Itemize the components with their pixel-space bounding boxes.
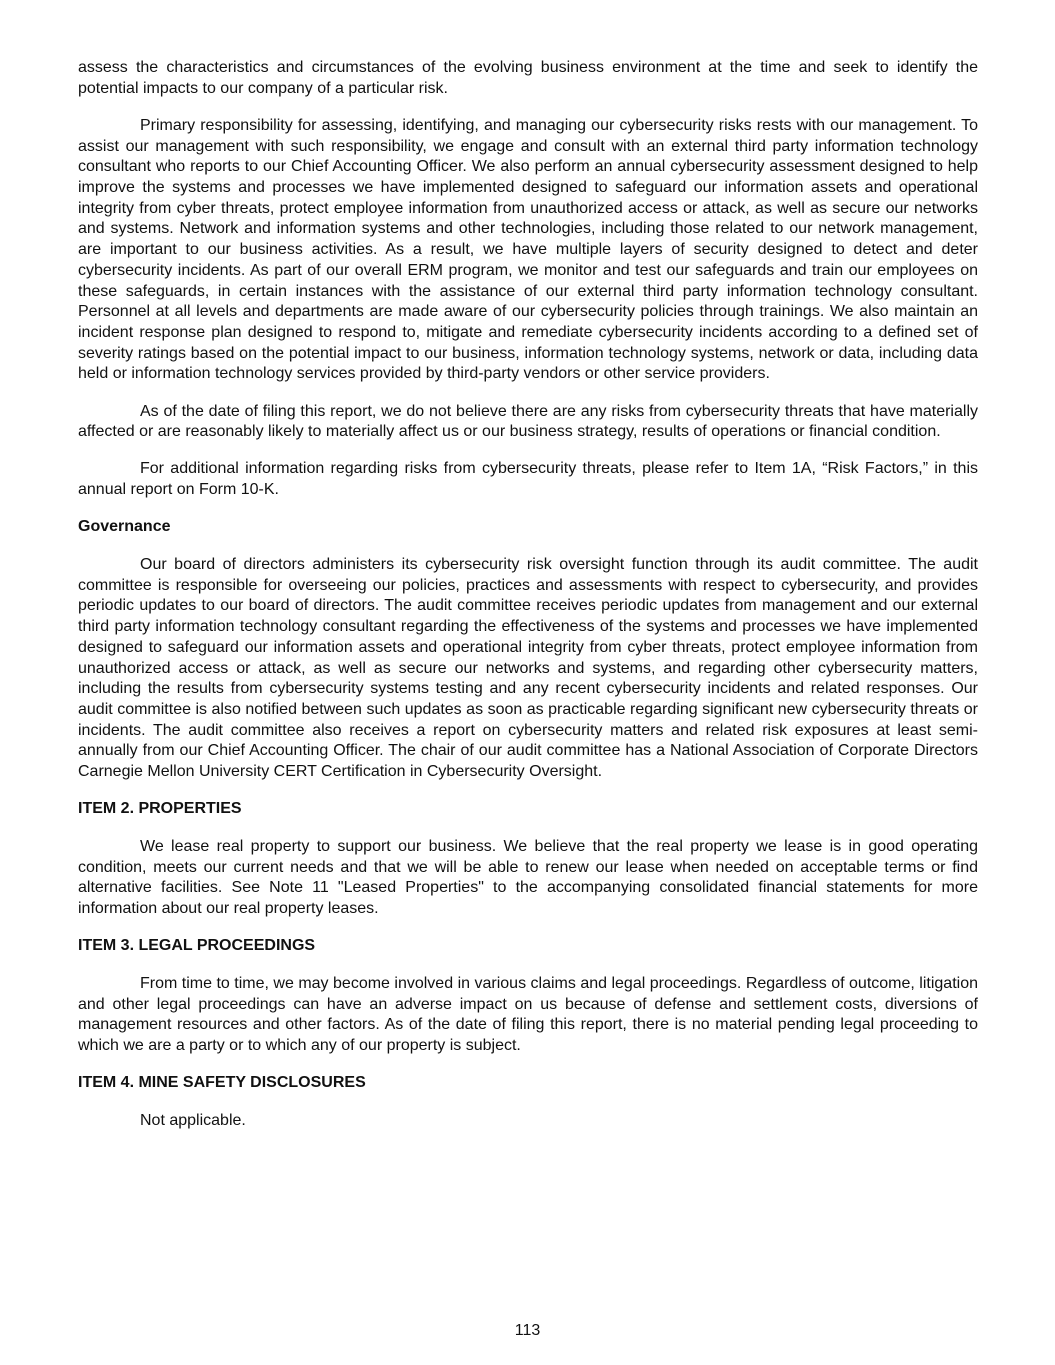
heading-governance: Governance xyxy=(78,518,171,536)
heading-item-2-properties: ITEM 2. PROPERTIES xyxy=(78,800,242,818)
paragraph-risk-impacts: assess the characteristics and circumstances of the evolving business environment at the time and seek to identify the potential impacts to our company of a particular risk. xyxy=(78,59,978,97)
page-number: 113 xyxy=(514,1322,541,1339)
document-page xyxy=(78,58,978,1148)
paragraph-mine-safety: Not applicable. xyxy=(140,1112,246,1130)
paragraph-additional-info: For additional information regarding risks from cybersecurity threats, please refer to Item 1A, “Risk Factors,” in this annual report on Form 10-K. xyxy=(78,460,978,499)
paragraph-governance: Our board of directors administers its cybersecurity risk oversight function through its audit committee. The audit committee is responsible for overseeing our policies, practices and assessments with respect to cybersecurity, and provides periodic updates to our board of directors. The audit committee receives periodic updates from management and our external third party information technology consultant regarding the effectiveness of the systems and processes we have implemented designed to safeguard our information assets and operational integrity from cyber threats, protect employee information from unauthorized access or attack, as well as secure our networks and systems, and regarding other cybersecurity matters, including the results from cybersecurity systems testing and any recent cybersecurity incidents and related responses. Our audit committee is also notified between such updates as soon as practicable regarding significant new cybersecurity threats or incidents. The audit committee also receives a report on cybersecurity matters and related risk exposures at least semi-annually from our Chief Accounting Officer. The chair of our audit committee has a National Association of Corporate Directors Carnegie Mellon University CERT Certification in Cybersecurity Oversight. xyxy=(78,556,978,781)
paragraph-properties: We lease real property to support our business. We believe that the real property we lease is in good operating condition, meets our current needs and that we will be able to renew our lease when needed on acceptable terms or find alternative facilities. See Note 11 "Leased Properties" to the accompanying consolidated financial statements for more information about our real property leases. xyxy=(78,838,978,918)
heading-item-4-mine-safety: ITEM 4. MINE SAFETY DISCLOSURES xyxy=(78,1074,366,1092)
heading-item-3-legal-proceedings: ITEM 3. LEGAL PROCEEDINGS xyxy=(78,937,316,955)
paragraph-responsibility: Primary responsibility for assessing, identifying, and managing our cybersecurity risks rests with our management. To assist our management with such responsibility, we engage and consult with an external third party information technology consultant who reports to our Chief Accounting Officer. We also perform an annual cybersecurity assessment designed to help improve the systems and processes we have implemented designed to safeguard our information assets and operational integrity from cyber threats, protect employee information from unauthorized access or attack, as well as secure our networks and systems. Network and information systems and other technologies, including those related to our network management, are important to our business activities. As a result, we have multiple layers of security designed to detect and deter cybersecurity incidents. As part of our overall ERM program, we monitor and test our safeguards and train our employees on these safeguards, in certain instances with the assistance of our external third party information technology consultant. Personnel at all levels and departments are made aware of our cybersecurity policies through trainings. We also maintain an incident response plan designed to respond to, mitigate and remediate cybersecurity incidents according to a defined set of severity ratings based on the potential impact to our business, information technology systems, network or data, including data held or information technology services provided by third-party vendors or other service providers. xyxy=(78,116,978,383)
paragraph-legal-proceedings: From time to time, we may become involved in various claims and legal proceedings. Regardless of outcome, litigation and other legal proceedings can have an adverse impact on us because of defense and settlement costs, diversions of management resources and other factors. As of the date of filing this report, there is no material pending legal proceeding to which we are a party or to which any of our property is subject. xyxy=(78,975,978,1055)
paragraph-no-material-risks: As of the date of filing this report, we do not believe there are any risks from cybersecurity threats that have materially affected or are reasonably likely to materially affect us or our business strategy, results of operations or financial condition. xyxy=(78,402,978,441)
